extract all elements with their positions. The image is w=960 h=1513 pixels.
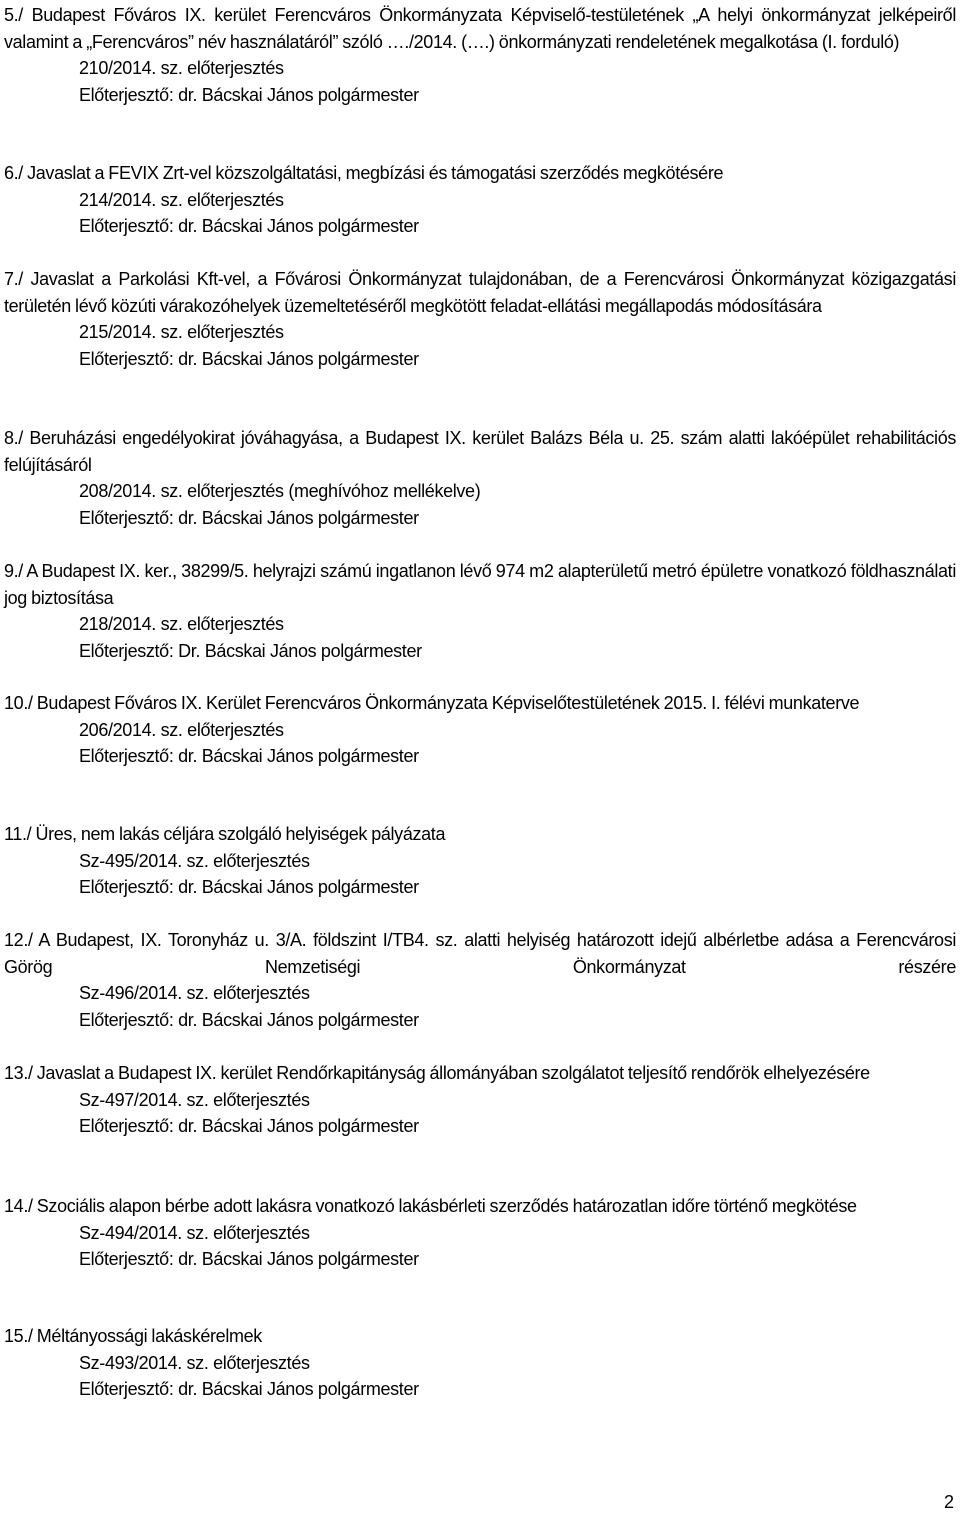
agenda-item-11: [4, 821, 956, 901]
agenda-item-title: 13./ Javaslat a Budapest IX. kerület Rendőrkapitányság állományában szolgálatot teljesítő rendőrök elhelyezésére: [4, 1063, 870, 1083]
agenda-item-number: 210/2014. sz. előterjesztés: [79, 58, 284, 78]
agenda-item-presenter: Előterjesztő: dr. Bácskai János polgármester: [79, 877, 419, 897]
agenda-item-8: [4, 425, 956, 531]
agenda-item-number: 206/2014. sz. előterjesztés: [79, 719, 284, 740]
agenda-item-6: [4, 160, 956, 240]
agenda-item-number: Sz-496/2014. sz. előterjesztés: [79, 983, 310, 1003]
agenda-item-15: [4, 1323, 956, 1403]
agenda-item-presenter: Előterjesztő: dr. Bácskai János polgármester: [79, 1009, 419, 1030]
agenda-item-number: 215/2014. sz. előterjesztés: [79, 322, 284, 342]
agenda-item-presenter: Előterjesztő: dr. Bácskai János polgármester: [79, 348, 419, 369]
agenda-item-7: [4, 266, 956, 372]
page-number: 2: [943, 1492, 954, 1512]
agenda-item-13: [4, 1060, 956, 1140]
agenda-item-presenter: Előterjesztő: dr. Bácskai János polgármester: [79, 84, 419, 105]
agenda-item-number: 214/2014. sz. előterjesztés: [79, 189, 284, 210]
agenda-item-9: [4, 558, 956, 664]
agenda-item-number: Sz-495/2014. sz. előterjesztés: [79, 850, 310, 871]
agenda-item-presenter: Előterjesztő: dr. Bácskai János polgármester: [79, 746, 419, 766]
agenda-item-number: Sz-497/2014. sz. előterjesztés: [79, 1089, 310, 1110]
agenda-item-presenter: Előterjesztő: dr. Bácskai János polgármester: [79, 1116, 419, 1136]
agenda-item-number: 218/2014. sz. előterjesztés: [79, 614, 284, 634]
agenda-item-title: 9./ A Budapest IX. ker., 38299/5. helyrajzi számú ingatlanon lévő 974 m2 alapterületű metró épületre vonatkozó földhasználati jog biztosítása: [4, 561, 956, 608]
agenda-item-number: Sz-494/2014. sz. előterjesztés: [79, 1222, 310, 1243]
agenda-item-presenter: Előterjesztő: dr. Bácskai János polgármester: [79, 507, 419, 528]
agenda-item-title: 8./ Beruházási engedélyokirat jóváhagyása, a Budapest IX. kerület Balázs Béla u. 25. szám alatti lakóépület rehabilitációs felújításáról: [4, 428, 956, 475]
agenda-item-title: 11./ Üres, nem lakás céljára szolgáló helyiségek pályázata: [4, 824, 446, 844]
agenda-item-title: 6./ Javaslat a FEVIX Zrt-vel közszolgáltatási, megbízási és támogatási szerződés megkötésére: [4, 163, 724, 183]
agenda-item-presenter: Előterjesztő: Dr. Bácskai János polgármester: [79, 640, 422, 661]
agenda-item-presenter: Előterjesztő: dr. Bácskai János polgármester: [79, 216, 419, 236]
agenda-item-title: 5./ Budapest Főváros IX. kerület Ferencváros Önkormányzata Képviselő-testületének „A helyi önkormányzat jelképeiről valamint a „Ferencváros” név használatáról” szóló …./2014. (….) önkormányzati rendeletének megalkotása (I. forduló): [4, 5, 956, 52]
agenda-item-5: [4, 2, 956, 108]
agenda-item-title: 12./ A Budapest, IX. Toronyház u. 3/A. földszint I/TB4. sz. alatti helyiség határozott idejű albérletbe adása a Ferencvárosi Görög Nemzetiségi Önkormányzat részére: [4, 930, 956, 977]
agenda-item-title: 14./ Szociális alapon bérbe adott lakásra vonatkozó lakásbérleti szerződés határozatlan időre történő megkötése: [4, 1196, 857, 1216]
agenda-item-presenter: Előterjesztő: dr. Bácskai János polgármester: [79, 1379, 419, 1399]
agenda-item-presenter: Előterjesztő: dr. Bácskai János polgármester: [79, 1249, 419, 1269]
agenda-item-10: [4, 690, 956, 770]
agenda-item-title: 15./ Méltányossági lakáskérelmek: [4, 1326, 262, 1346]
agenda-item-number: Sz-493/2014. sz. előterjesztés: [79, 1352, 310, 1373]
agenda-item-14: [4, 1193, 956, 1273]
agenda-item-12: [4, 927, 956, 1033]
agenda-item-title: 10./ Budapest Főváros IX. Kerület Ferencváros Önkormányzata Képviselőtestületének 2015. I. félévi munkaterve: [4, 693, 860, 713]
agenda-item-title: 7./ Javaslat a Parkolási Kft-vel, a Fővárosi Önkormányzat tulajdonában, de a Ferencvárosi Önkormányzat közigazgatási területén lévő közúti várakozóhelyek üzemeltetéséről megkötött feladat-ellátási megállapodás módosítására: [4, 269, 956, 316]
agenda-item-number: 208/2014. sz. előterjesztés (meghívóhoz mellékelve): [79, 481, 481, 501]
